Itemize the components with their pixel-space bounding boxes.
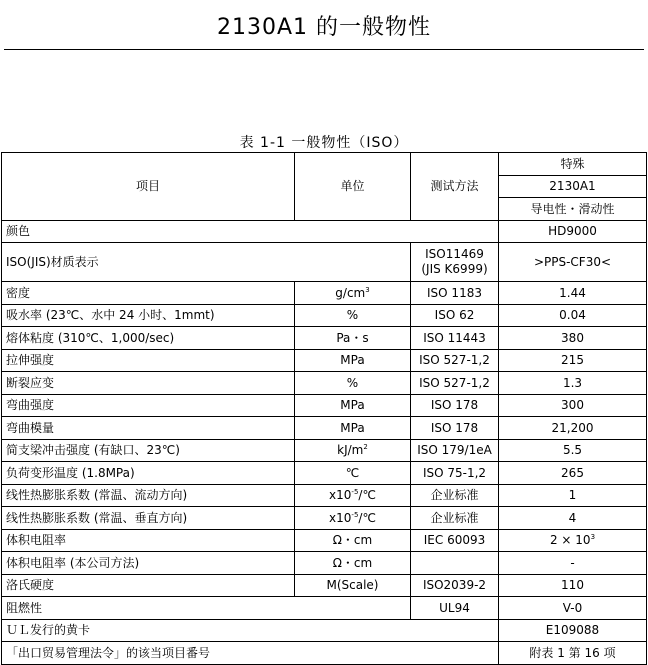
row-unit-sup: -5 — [351, 488, 359, 497]
table-row — [2, 282, 647, 305]
row-unit: ℃ — [295, 462, 411, 485]
row-unit-base: x10 — [329, 488, 352, 503]
table-row — [2, 462, 647, 485]
row-value: 110 — [499, 574, 647, 597]
row-value: E109088 — [499, 619, 647, 642]
table-row — [2, 372, 647, 395]
table-row — [2, 417, 647, 440]
row-value: 1.3 — [499, 372, 647, 395]
table-row — [2, 349, 647, 372]
row-item: 线性热膨胀系数 (常温、垂直方向) — [2, 507, 295, 530]
row-method: ISO2039-2 — [411, 574, 499, 597]
row-item: 拉伸强度 — [2, 349, 295, 372]
row-value: >PPS-CF30< — [499, 243, 647, 282]
row-unit: Pa・s — [295, 327, 411, 350]
row-method: 企业标准 — [411, 507, 499, 530]
row-method: ISO 527-1,2 — [411, 349, 499, 372]
row-unit-tail: /℃ — [358, 488, 376, 503]
row-item: ＵＬ发行的黄卡 — [2, 619, 499, 642]
table-row — [2, 394, 647, 417]
table-row — [2, 552, 647, 575]
table-row — [2, 642, 647, 665]
row-method-line1: ISO11469 — [425, 247, 484, 261]
row-unit: MPa — [295, 394, 411, 417]
row-method: IEC 60093 — [411, 529, 499, 552]
row-method-line2: (JIS K6999) — [421, 262, 488, 276]
row-method: UL94 — [411, 597, 499, 620]
row-method: ISO 1183 — [411, 282, 499, 305]
row-item: 阻燃性 — [2, 597, 411, 620]
row-unit — [295, 282, 411, 305]
row-unit-sup: 3 — [365, 285, 370, 294]
row-unit — [295, 507, 411, 530]
row-value-base: 2 × 10 — [549, 533, 591, 548]
row-unit: % — [295, 304, 411, 327]
row-unit: % — [295, 372, 411, 395]
row-item: 负荷变形温度 (1.8MPa) — [2, 462, 295, 485]
row-method: ISO 178 — [411, 394, 499, 417]
row-item: 洛氏硬度 — [2, 574, 295, 597]
header-unit: 单位 — [295, 153, 411, 221]
table-row — [2, 304, 647, 327]
row-method: ISO 11443 — [411, 327, 499, 350]
header-item: 项目 — [2, 153, 295, 221]
row-value: 附表 1 第 16 项 — [499, 642, 647, 665]
row-item: 「出口贸易管理法令」的该当项目番号 — [2, 642, 499, 665]
row-method: ISO 75-1,2 — [411, 462, 499, 485]
row-unit: M(Scale) — [295, 574, 411, 597]
row-value: 5.5 — [499, 439, 647, 462]
table-row — [2, 529, 647, 552]
row-value: 4 — [499, 507, 647, 530]
row-method — [411, 552, 499, 575]
row-unit: MPa — [295, 417, 411, 440]
row-value-sup: 3 — [590, 533, 596, 542]
row-method: ISO 179/1eA — [411, 439, 499, 462]
row-unit-sup: -5 — [351, 510, 359, 519]
row-item: 弯曲模量 — [2, 417, 295, 440]
row-unit: Ω・cm — [295, 552, 411, 575]
row-item: 体积电阻率 — [2, 529, 295, 552]
header-grade: 2130A1 — [499, 175, 647, 198]
row-value: 1 — [499, 484, 647, 507]
row-value: 21,200 — [499, 417, 647, 440]
row-unit: MPa — [295, 349, 411, 372]
row-unit: Ω・cm — [295, 529, 411, 552]
row-item: 简支梁冲击强度 (有缺口、23℃) — [2, 439, 295, 462]
row-unit-base: kJ/m — [337, 443, 364, 458]
row-item: 颜色 — [2, 220, 499, 243]
table-caption: 表 1-1 一般物性（ISO） — [239, 135, 409, 151]
properties-table — [1, 152, 647, 665]
table-row — [2, 574, 647, 597]
row-item: 吸水率 (23℃、水中 24 小时、1mmt) — [2, 304, 295, 327]
table-row — [2, 243, 647, 282]
row-item: 弯曲强度 — [2, 394, 295, 417]
header-method: 测试方法 — [411, 153, 499, 221]
table-row — [2, 484, 647, 507]
row-value: HD9000 — [499, 220, 647, 243]
row-value: 1.44 — [499, 282, 647, 305]
row-value: V-0 — [499, 597, 647, 620]
row-value — [499, 529, 647, 552]
row-method: ISO 527-1,2 — [411, 372, 499, 395]
row-method: 企业标准 — [411, 484, 499, 507]
row-unit-base: x10 — [329, 510, 352, 525]
row-item: 线性热膨胀系数 (常温、流动方向) — [2, 484, 295, 507]
row-item: 熔体粘度 (310℃、1,000/sec) — [2, 327, 295, 350]
row-value: 300 — [499, 394, 647, 417]
table-row — [2, 597, 647, 620]
row-method: ISO 62 — [411, 304, 499, 327]
table-row — [2, 220, 647, 243]
title-divider — [4, 49, 644, 50]
row-method: ISO 178 — [411, 417, 499, 440]
row-unit-base: g/cm — [335, 285, 366, 300]
row-item: 体积电阻率 (本公司方法) — [2, 552, 295, 575]
row-value: - — [499, 552, 647, 575]
header-grade-type: 特殊 — [499, 153, 647, 176]
row-item: ISO(JIS)材质表示 — [2, 243, 411, 282]
row-value: 265 — [499, 462, 647, 485]
row-unit — [295, 484, 411, 507]
row-unit-tail: /℃ — [358, 510, 376, 525]
table-row — [2, 327, 647, 350]
row-unit-sup: 2 — [363, 443, 368, 452]
table-row — [2, 439, 647, 462]
table-row — [2, 507, 647, 530]
row-value: 0.04 — [499, 304, 647, 327]
row-item: 断裂应变 — [2, 372, 295, 395]
row-unit — [295, 439, 411, 462]
row-item: 密度 — [2, 282, 295, 305]
header-feature: 导电性・滑动性 — [499, 198, 647, 221]
row-value: 215 — [499, 349, 647, 372]
row-method — [411, 243, 499, 282]
row-value: 380 — [499, 327, 647, 350]
page-title: 2130A1 的一般物性 — [216, 15, 432, 40]
table-row — [2, 619, 647, 642]
